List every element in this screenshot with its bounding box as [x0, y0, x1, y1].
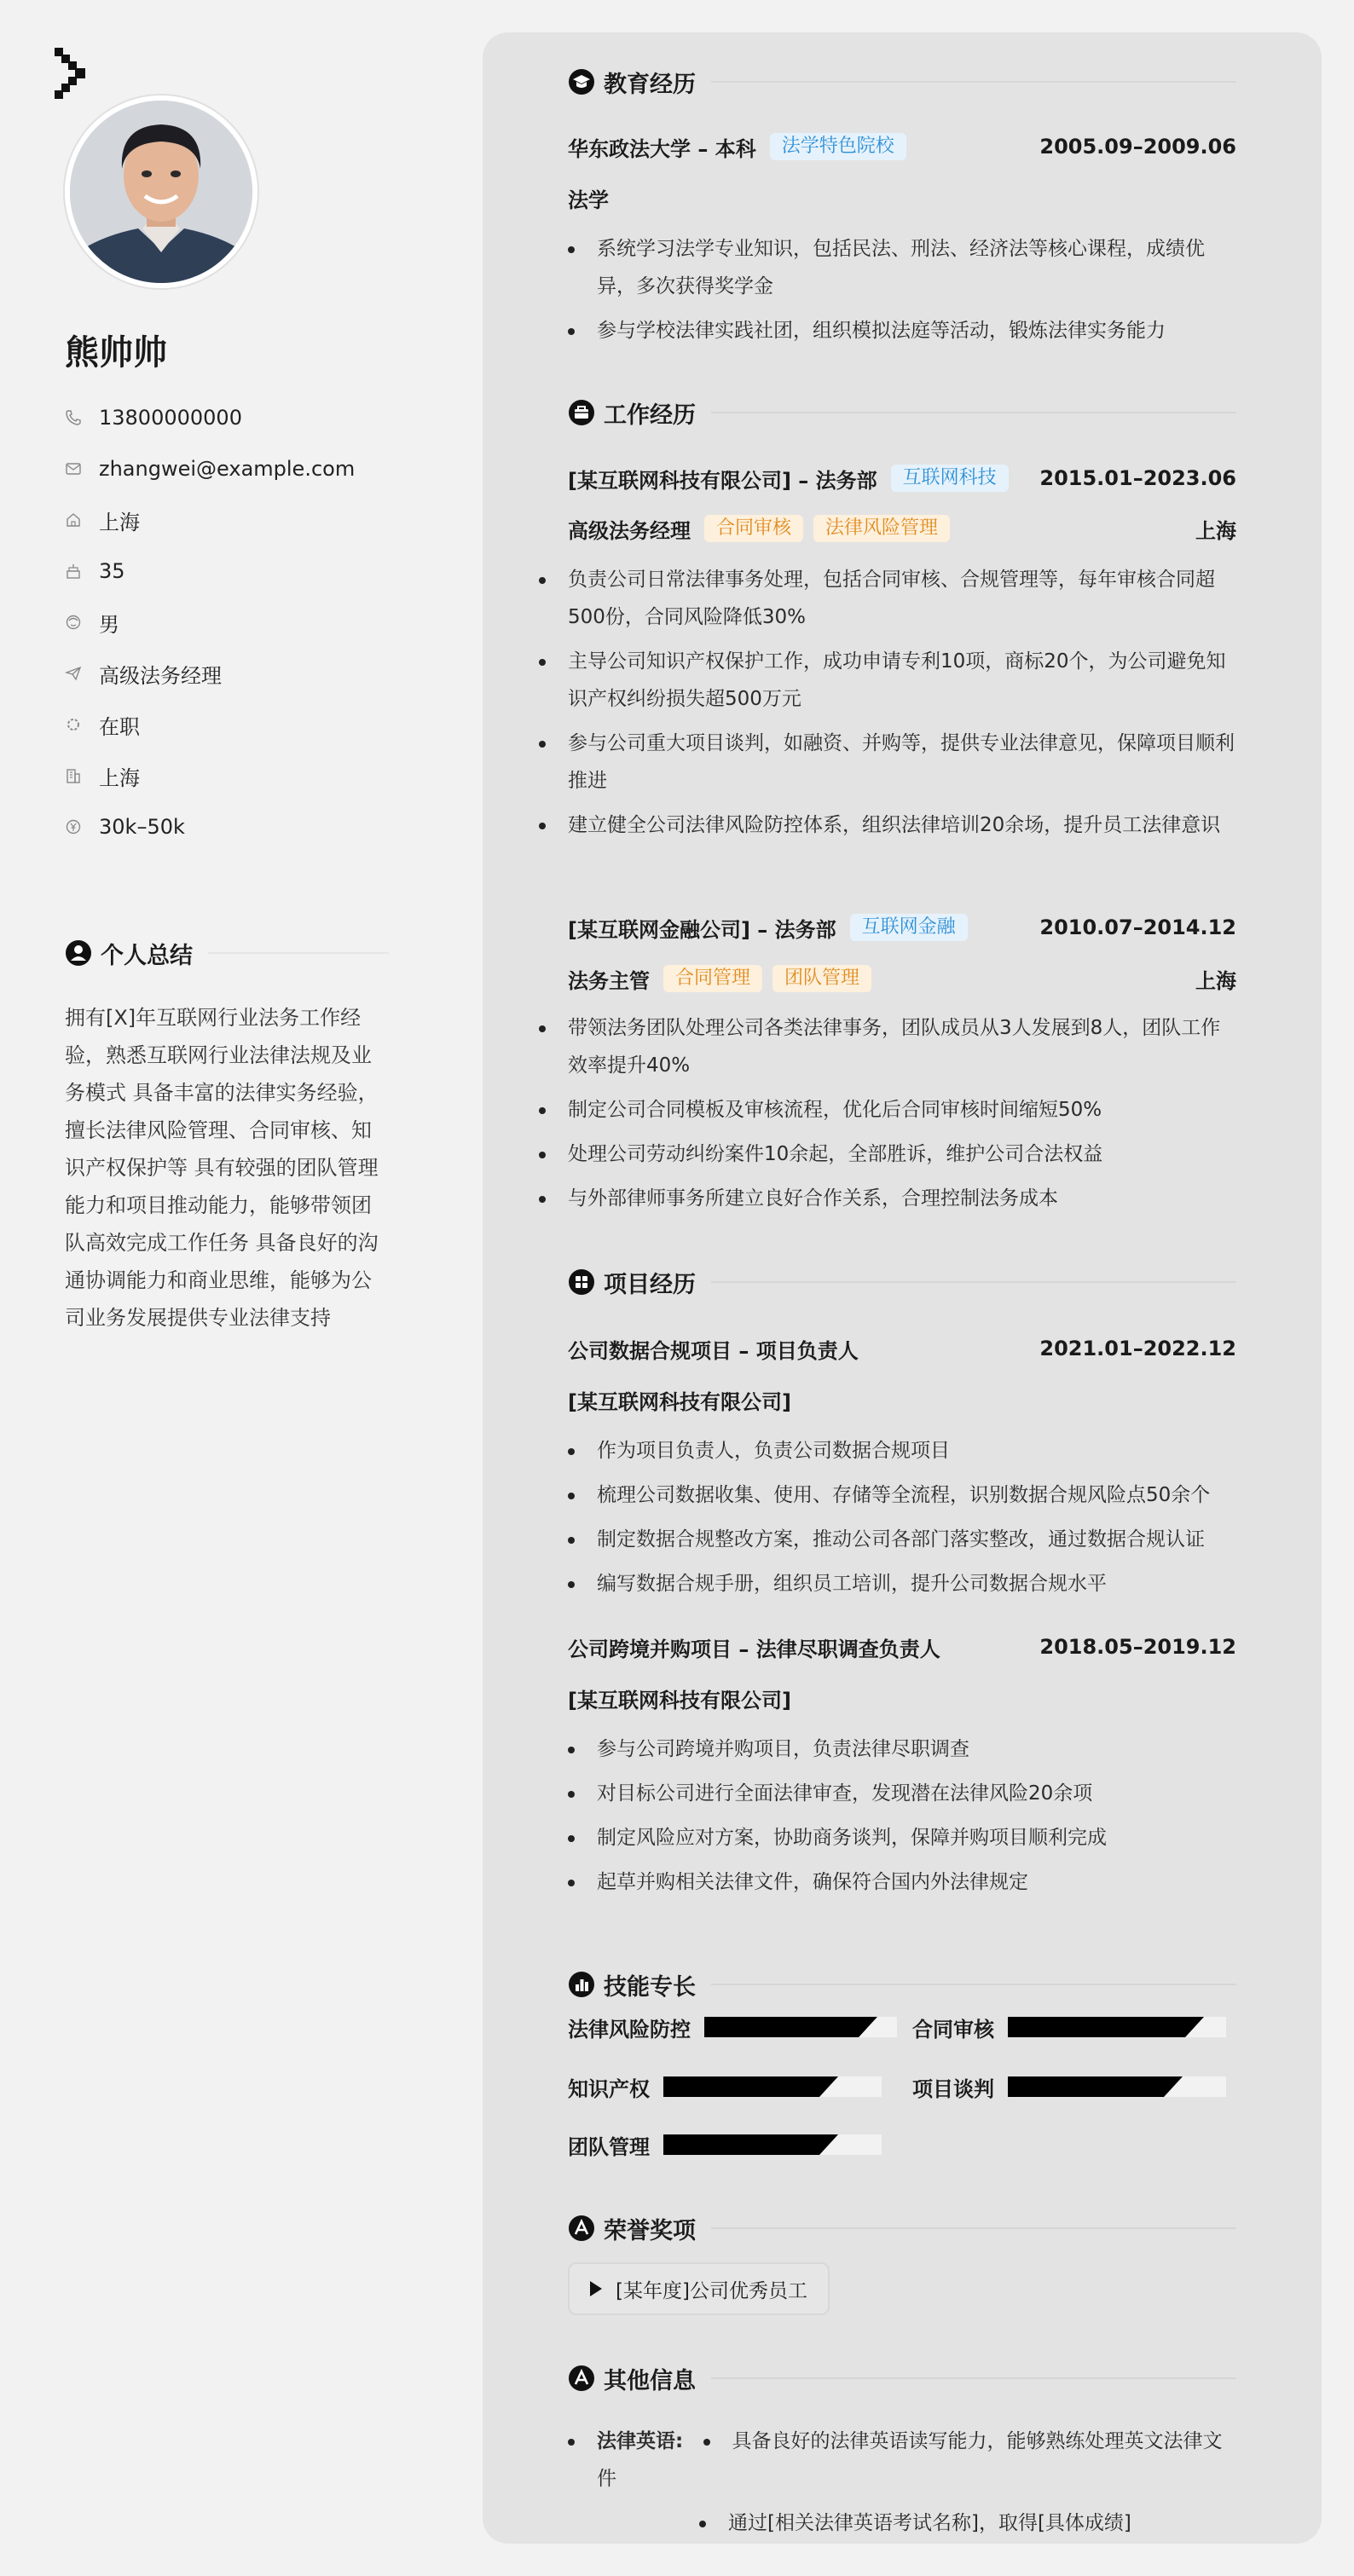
job-company-row	[568, 461, 1236, 495]
job-position-row	[568, 962, 1236, 996]
bullet-dot	[699, 2521, 706, 2527]
skill-item	[568, 2070, 882, 2104]
building-icon	[65, 764, 99, 788]
major-row	[568, 181, 1236, 215]
company-name: [某互联网科技有限公司] – 法务部	[568, 468, 877, 493]
phone-number[interactable]: 13800000000	[99, 406, 242, 430]
contact-info-list	[65, 392, 406, 852]
skill-tag: 合同管理	[663, 965, 762, 992]
info-status	[65, 699, 406, 750]
skills-title: 技能专长	[604, 1973, 696, 2001]
status-text: 在职	[99, 714, 140, 739]
projects-title: 项目经历	[604, 1271, 696, 1298]
project-row	[568, 1630, 1236, 1664]
skill-item	[912, 2010, 1226, 2044]
education-row	[568, 130, 1236, 164]
status-icon	[65, 713, 99, 736]
skill-name: 知识产权	[568, 2076, 650, 2101]
phone-icon	[65, 406, 99, 430]
email-address[interactable]: zhangwei@example.com	[99, 457, 356, 481]
skill-bar	[704, 2017, 897, 2037]
summary-title: 个人总结	[101, 942, 193, 969]
info-email	[65, 443, 406, 494]
info-icon	[568, 2365, 595, 2392]
list-item: 建立健全公司法律风险防控体系，组织法律培训20余场，提升员工法律意识	[568, 806, 1236, 844]
info-age	[65, 546, 406, 597]
projects-heading	[568, 1263, 1236, 1301]
project-company: [某互联网科技有限公司]	[568, 1389, 791, 1414]
divider	[711, 1281, 1236, 1283]
other-list	[568, 2423, 1236, 2542]
project-company-row	[568, 1681, 1236, 1715]
list-item	[568, 2423, 1236, 2542]
other-heading	[568, 2359, 1236, 2397]
school-name: 华东政法大学 – 本科	[568, 136, 756, 161]
info-location	[65, 494, 406, 546]
job-company-row	[568, 910, 1236, 944]
other-item: 具备良好的法律英语读写能力，能够熟练处理英文法律文件	[597, 2430, 1223, 2490]
job-position: 高级法务经理	[568, 518, 691, 543]
list-item: 编写数据合规手册，组织员工培训，提升公司数据合规水平	[568, 1565, 1236, 1603]
industry-tag: 互联网金融	[850, 914, 968, 941]
list-item: 系统学习法学专业知识，包括民法、刑法、经济法等核心课程，成绩优异，多次获得奖学金	[568, 230, 1236, 305]
briefcase-icon	[568, 399, 595, 426]
gender-text: 男	[99, 612, 119, 637]
main-panel	[483, 32, 1322, 2544]
major-name: 法学	[568, 188, 609, 212]
skill-bar	[1008, 2017, 1226, 2037]
job-city: 上海	[1195, 518, 1236, 543]
skill-item	[912, 2070, 1226, 2104]
project-name: 公司跨境并购项目 – 法律尽职调查负责人	[568, 1637, 940, 1661]
job-date: 2010.07–2014.12	[1039, 915, 1236, 939]
skill-fill	[663, 2134, 819, 2155]
info-phone	[65, 392, 406, 443]
project-date: 2018.05–2019.12	[1039, 1635, 1236, 1659]
salary-text: 30k–50k	[99, 815, 185, 839]
other-item: 通过[相关法律英语考试名称]，取得[具体成绩]	[728, 2512, 1131, 2534]
candidate-name: 熊帅帅	[65, 333, 167, 373]
honors-heading	[568, 2209, 1236, 2247]
list-item: 对目标公司进行全面法律审查，发现潜在法律风险20余项	[568, 1775, 1236, 1812]
other-info	[568, 2423, 1236, 2549]
divider	[208, 952, 389, 954]
home-icon	[65, 508, 99, 532]
list-item: 作为项目负责人，负责公司数据合规项目	[568, 1432, 1236, 1470]
list-item: 制定公司合同模板及审核流程，优化后合同审核时间缩短50%	[568, 1091, 1236, 1129]
list-item: 梳理公司数据收集、使用、存储等全流程，识别数据合规风险点50余个	[568, 1476, 1236, 1514]
industry-tag: 互联网科技	[891, 465, 1009, 492]
education-heading	[568, 63, 1236, 101]
avatar-portrait	[70, 101, 252, 283]
divider	[711, 2377, 1236, 2379]
info-position	[65, 648, 406, 699]
project-company: [某互联网科技有限公司]	[568, 1688, 791, 1713]
skill-tag: 合同审核	[704, 515, 803, 542]
divider	[711, 1984, 1236, 1985]
list-item: 带领法务团队处理公司各类法律事务，团队成员从3人发展到8人，团队工作效率提升40%	[568, 1009, 1236, 1084]
info-gender	[65, 597, 406, 648]
divider	[711, 81, 1236, 83]
other-subitem	[597, 2504, 1236, 2542]
user-icon	[65, 939, 92, 967]
graduation-cap-icon	[568, 68, 595, 95]
job-position-row	[568, 511, 1236, 546]
skill-name: 团队管理	[568, 2134, 650, 2159]
project-date: 2021.01–2022.12	[1039, 1337, 1236, 1360]
skill-bar	[1008, 2076, 1226, 2097]
job-bullets	[568, 1009, 1236, 1224]
other-label: 法律英语:	[597, 2430, 684, 2452]
divider	[711, 2227, 1236, 2229]
bullet-dot	[703, 2439, 710, 2446]
skill-bar	[663, 2076, 882, 2097]
award-item	[568, 2262, 830, 2315]
avatar	[65, 95, 257, 288]
list-item: 起草并购相关法律文件，确保符合国内外法律规定	[568, 1863, 1236, 1901]
school-tag: 法学特色院校	[770, 133, 906, 160]
education-date: 2005.09–2009.06	[1039, 135, 1236, 159]
skill-name: 合同审核	[912, 2017, 994, 2042]
other-title: 其他信息	[604, 2367, 696, 2394]
grid-icon	[568, 1268, 595, 1296]
position-text: 高级法务经理	[99, 663, 222, 688]
job-date: 2015.01–2023.06	[1039, 466, 1236, 490]
bar-chart-icon	[568, 1971, 595, 1998]
project-row	[568, 1331, 1236, 1366]
sidebar	[0, 0, 477, 2576]
skill-name: 项目谈判	[912, 2076, 994, 2101]
skill-fill	[704, 2017, 859, 2037]
list-item: 参与学校法律实践社团，组织模拟法庭等活动，锻炼法律实务能力	[568, 312, 1236, 349]
info-salary	[65, 801, 406, 852]
play-icon	[590, 2281, 602, 2296]
skill-fill	[1008, 2017, 1185, 2037]
work-city-text: 上海	[99, 765, 140, 790]
skill-name: 法律风险防控	[568, 2017, 691, 2042]
skills-heading	[568, 1966, 1236, 2003]
list-item: 制定数据合规整改方案，推动公司各部门落实整改，通过数据合规认证	[568, 1521, 1236, 1558]
list-item: 制定风险应对方案，协助商务谈判，保障并购项目顺利完成	[568, 1819, 1236, 1857]
cake-icon	[65, 559, 99, 583]
mail-icon	[65, 457, 99, 481]
skill-tag: 法律风险管理	[813, 515, 950, 542]
job-position: 法务主管	[568, 968, 650, 993]
skill-item	[568, 2128, 882, 2162]
honors-title: 荣誉奖项	[604, 2217, 696, 2244]
skill-item	[568, 2010, 897, 2044]
face-icon	[65, 610, 99, 634]
skill-tag: 团队管理	[772, 965, 871, 992]
logo-icon	[55, 48, 89, 101]
send-icon	[65, 661, 99, 685]
company-name: [某互联网金融公司] – 法务部	[568, 917, 836, 942]
list-item: 负责公司日常法律事务处理，包括合同审核、合规管理等，每年审核合同超500份，合同风险降低30%	[568, 561, 1236, 636]
award-icon	[568, 2215, 595, 2242]
info-work-city	[65, 750, 406, 801]
job-bullets	[568, 561, 1236, 851]
job-city: 上海	[1195, 968, 1236, 993]
skill-bar	[663, 2134, 882, 2155]
work-heading	[568, 394, 1236, 431]
divider	[711, 412, 1236, 413]
list-item: 参与公司重大项目谈判，如融资、并购等，提供专业法律意见，保障项目顺利推进	[568, 725, 1236, 800]
list-item: 与外部律师事务所建立良好合作关系，合理控制法务成本	[568, 1180, 1236, 1217]
award-text: [某年度]公司优秀员工	[616, 2279, 807, 2302]
project-bullets	[568, 1730, 1236, 1908]
project-bullets	[568, 1432, 1236, 1609]
summary-heading	[65, 934, 389, 972]
skill-fill	[663, 2076, 819, 2097]
project-company-row	[568, 1383, 1236, 1417]
education-title: 教育经历	[604, 71, 696, 98]
money-icon	[65, 815, 99, 839]
education-bullets	[568, 230, 1236, 356]
list-item: 主导公司知识产权保护工作，成功申请专利10项，商标20个，为公司避免知识产权纠纷损失超500万元	[568, 643, 1236, 718]
skill-fill	[1008, 2076, 1164, 2097]
list-item: 参与公司跨境并购项目，负责法律尽职调查	[568, 1730, 1236, 1768]
work-title: 工作经历	[604, 401, 696, 429]
location-text: 上海	[99, 510, 140, 534]
age-text: 35	[99, 559, 125, 583]
project-name: 公司数据合规项目 – 项目负责人	[568, 1338, 859, 1363]
summary-text: 拥有[X]年互联网行业法务工作经验，熟悉互联网行业法律法规及业务模式 具备丰富的法律实务经验，擅长法律风险管理、合同审核、知识产权保护等 具有较强的团队管理能力和项目推动能力，能够带领团队高效完成工作任务 具备良好的沟通协调能力和商业思维，能够为公司业务发展提供专业法律支持	[65, 1006, 379, 1330]
list-item: 处理公司劳动纠纷案件10余起，全部胜诉，维护公司合法权益	[568, 1135, 1236, 1173]
